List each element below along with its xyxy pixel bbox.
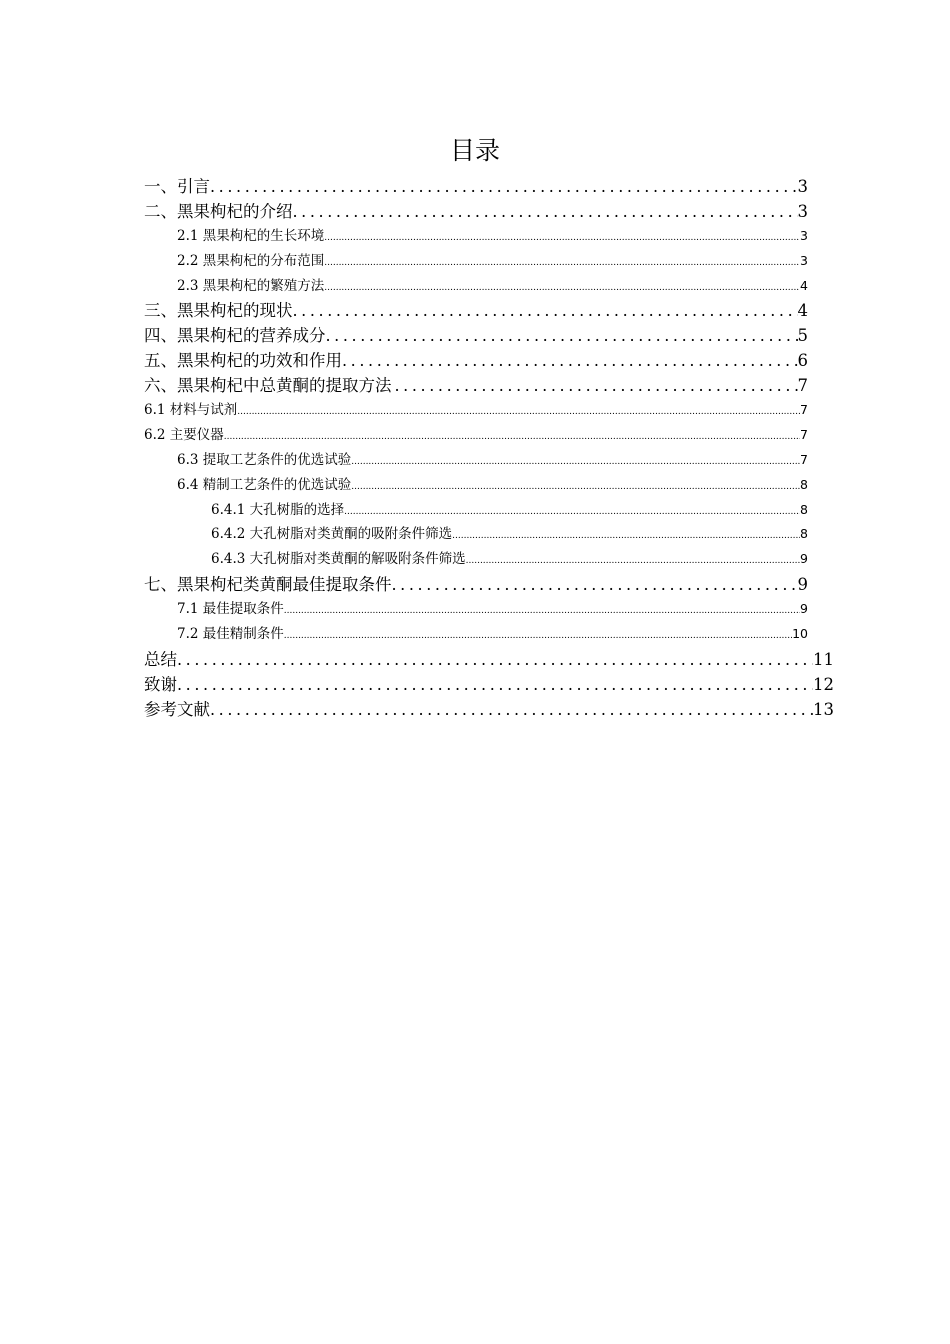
toc-leader-dots	[324, 276, 800, 301]
toc-leader-dots	[466, 549, 800, 574]
toc-page-number: 5	[797, 326, 808, 346]
toc-page-number: 7	[800, 402, 808, 418]
toc-entry-6-1[interactable]	[144, 398, 808, 423]
toc-entry-label: 6.1 材料与试剂	[144, 402, 238, 419]
toc-leader-dots	[395, 373, 798, 398]
toc-page-number: 3	[797, 202, 808, 221]
toc-leader-dots	[237, 400, 800, 425]
toc-entry-label: 7.1 最佳提取条件	[177, 600, 284, 617]
toc-page-number: 3	[800, 252, 808, 268]
toc-entry-label: 四、黑果枸杞的营养成分	[144, 326, 326, 346]
toc-entry-introduction[interactable]	[144, 174, 808, 199]
toc-entry-6-4[interactable]	[144, 473, 808, 498]
toc-page-number: 9	[800, 600, 808, 616]
toc-leader-dots	[210, 174, 798, 199]
toc-entry-7-2[interactable]	[144, 622, 808, 647]
toc-entry-acknowledgements[interactable]	[144, 672, 834, 697]
toc-entry-label: 6.4.3 大孔树脂对类黄酮的解吸附条件筛选	[211, 551, 466, 568]
toc-page-number: 8	[800, 501, 808, 517]
toc-entry-section-2[interactable]	[144, 199, 808, 224]
toc-entry-references[interactable]	[144, 697, 834, 722]
toc-entry-label: 7.2 最佳精制条件	[177, 625, 284, 642]
toc-entry-label: 6.2 主要仪器	[144, 427, 224, 444]
toc-entry-6-4-3[interactable]	[144, 547, 808, 572]
toc-leader-dots	[344, 500, 800, 525]
toc-page-number: 6	[797, 351, 808, 371]
toc-leader-dots	[293, 199, 798, 224]
toc-leader-dots	[392, 572, 798, 597]
toc-entry-label: 一、引言	[144, 177, 210, 196]
toc-entry-label: 6.4 精制工艺条件的优选试验	[177, 476, 352, 493]
toc-page-number: 13	[813, 699, 834, 719]
toc-entry-section-4[interactable]	[144, 323, 808, 348]
toc-entry-7-1[interactable]	[144, 597, 808, 622]
toc-leader-dots	[284, 624, 792, 649]
toc-page-number: 7	[800, 427, 808, 443]
toc-entry-label: 二、黑果枸杞的介绍	[144, 202, 293, 221]
toc-entry-label: 总结	[144, 649, 177, 669]
toc-entry-6-2[interactable]	[144, 423, 808, 448]
toc-leader-dots	[284, 599, 800, 624]
toc-page-number: 4	[797, 301, 808, 321]
toc-entry-section-6[interactable]	[144, 373, 808, 398]
toc-entry-6-3[interactable]	[144, 448, 808, 473]
toc-page-number: 7	[800, 451, 808, 467]
toc-entry-6-4-2[interactable]	[144, 522, 808, 547]
toc-leader-dots	[210, 697, 813, 722]
toc-title: 目录	[449, 136, 500, 165]
toc-entry-section-7[interactable]	[144, 572, 808, 597]
toc-entry-2-3[interactable]	[144, 274, 808, 299]
toc-entry-label: 五、黑果枸杞的功效和作用	[144, 351, 342, 371]
toc-entry-label: 6.3 提取工艺条件的优选试验	[177, 451, 352, 468]
toc-page-number: 3	[797, 177, 808, 196]
toc-leader-dots	[293, 298, 798, 323]
toc-page-number: 8	[800, 526, 808, 542]
toc-page-number: 12	[813, 674, 834, 694]
toc-page-number: 9	[800, 551, 808, 567]
toc-page-number: 7	[797, 376, 808, 396]
toc-entry-section-5[interactable]	[144, 348, 808, 373]
toc-leader-dots	[177, 647, 813, 672]
toc-entry-label: 三、黑果枸杞的现状	[144, 301, 293, 321]
toc-leader-dots	[452, 524, 800, 549]
toc-page-number: 4	[800, 277, 808, 293]
toc-entry-label: 2.3 黑果枸杞的繁殖方法	[177, 277, 325, 294]
toc-page-number: 9	[797, 574, 808, 594]
toc-leader-dots	[324, 251, 800, 276]
toc-page-number: 11	[813, 649, 834, 669]
toc-entry-2-2[interactable]	[144, 249, 808, 274]
toc-page-number: 8	[800, 476, 808, 492]
toc-entry-2-1[interactable]	[144, 224, 808, 249]
table-of-contents	[144, 174, 834, 722]
toc-entry-label: 2.1 黑果枸杞的生长环境	[177, 228, 325, 244]
toc-leader-dots	[351, 450, 800, 475]
toc-leader-dots	[324, 226, 800, 251]
toc-page-number: 10	[792, 625, 808, 641]
toc-page-number: 3	[800, 228, 808, 243]
toc-entry-label: 六、黑果枸杞中总黄酮的提取方法	[144, 376, 392, 396]
toc-entry-label: 七、黑果枸杞类黄酮最佳提取条件	[144, 574, 392, 594]
toc-entry-label: 6.4.2 大孔树脂对类黄酮的吸附条件筛选	[211, 526, 453, 543]
toc-entry-label: 致谢	[144, 674, 177, 694]
toc-entry-summary[interactable]	[144, 647, 834, 672]
toc-entry-section-3[interactable]	[144, 298, 808, 323]
toc-leader-dots	[177, 672, 813, 697]
toc-entry-label: 6.4.1 大孔树脂的选择	[211, 501, 345, 518]
toc-entry-6-4-1[interactable]	[144, 498, 808, 523]
toc-leader-dots	[326, 323, 798, 348]
toc-entry-label: 参考文献	[144, 699, 210, 719]
toc-entry-label: 2.2 黑果枸杞的分布范围	[177, 252, 325, 269]
toc-leader-dots	[351, 475, 800, 500]
toc-leader-dots	[224, 425, 800, 450]
toc-leader-dots	[342, 348, 798, 373]
